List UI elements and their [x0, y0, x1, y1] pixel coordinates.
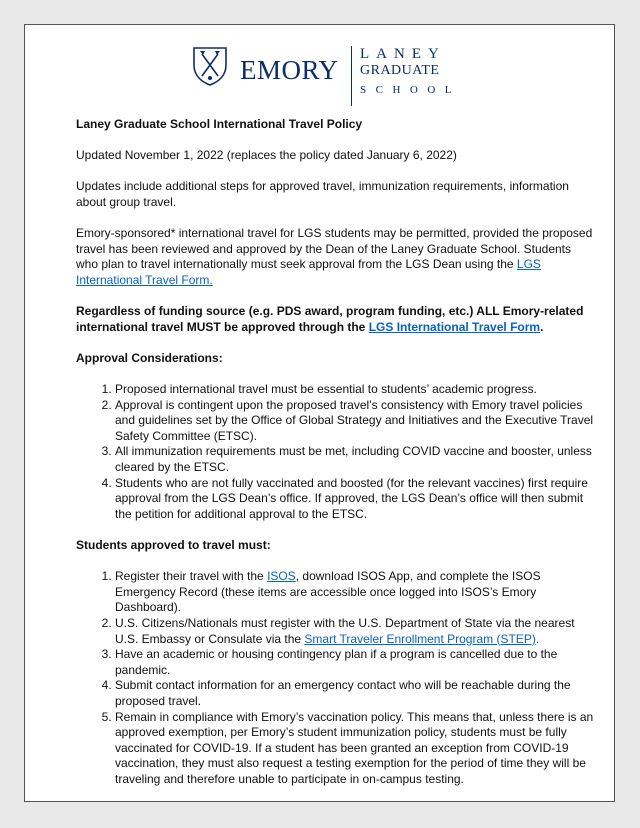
funding-paragraph	[76, 304, 596, 335]
lgs-travel-form-link[interactable]: LGS International Travel Form.	[76, 257, 541, 287]
intro-paragraph	[76, 226, 596, 288]
list-item-text: , download ISOS App, and complete the ISOS Emergency Record (these items are accessible once logged into ISOS’s Emory Dashboard).	[115, 569, 541, 615]
list-item: 3. Have an academic or housing contingency plan if a program is cancelled due to the pandemic.	[115, 647, 596, 678]
step-link[interactable]: Smart Traveler Enrollment Program (STEP)	[304, 631, 536, 646]
document-page	[24, 24, 615, 802]
list-item: 4. Submit contact information for an emergency contact who will be reachable during the proposed travel.	[115, 678, 596, 709]
list-item-text: U.S. Citizens/Nationals must register with the U.S. Department of State via the nearest U.S. Embassy or Consulate via the	[115, 616, 575, 646]
laney-text: LANEY	[360, 46, 446, 62]
list-item-text: .	[535, 631, 540, 646]
logo-divider	[351, 46, 352, 106]
intro-text: Emory-sponsored* international travel for LGS students may be permitted, provided the proposed travel has been reviewed and approved by the Dean of the Laney Graduate School. Students who plan to travel internationally must seek approval from the LGS Dean using the	[76, 226, 593, 272]
school-text: SCHOOL	[360, 84, 462, 96]
list-item	[115, 569, 596, 616]
laney-graduate-school-wordmark	[360, 45, 461, 99]
funding-text: Regardless of funding source (e.g. PDS award, program funding, etc.) ALL Emory-related international travel MUST be approved through the	[76, 304, 584, 334]
document-body	[76, 117, 596, 803]
list-item: 2. Approval is contingent upon the proposed travel’s consistency with Emory travel policies and guidelines set by the Office of Global Strategy and Initiatives and the Executive Travel Safety Committee (ETSC).	[115, 398, 596, 445]
approval-heading: Approval Considerations:	[76, 350, 223, 365]
page-title: Laney Graduate School International Travel Policy	[76, 117, 363, 131]
graduate-text: GRADUATE	[360, 63, 440, 78]
updates-paragraph: Updates include additional steps for approved travel, immunization requirements, information about group travel.	[76, 179, 569, 209]
list-item-text: Register their travel with the	[115, 569, 268, 584]
list-item: 1. Proposed international travel must be essential to students’ academic progress.	[115, 382, 596, 398]
students-heading: Students approved to travel must:	[76, 538, 271, 553]
list-item: 4. Students who are not fully vaccinated and boosted (for the relevant vaccines) first require approval from the LGS Dean’s office. If approved, the LGS Dean’s office will then submit the petition for additional approval to the ETSC.	[115, 476, 596, 523]
list-item: 3. All immunization requirements must be met, including COVID vaccine and booster, unless cleared by the ETSC.	[115, 444, 596, 475]
approval-list	[76, 382, 596, 522]
isos-link[interactable]: ISOS	[267, 569, 296, 584]
emory-shield-crest-icon	[191, 45, 229, 87]
lgs-travel-form-link-bold[interactable]: LGS International Travel Form	[368, 319, 541, 334]
students-list	[76, 569, 596, 787]
page-subtitle: Updated November 1, 2022 (replaces the policy dated January 6, 2022)	[76, 148, 457, 163]
emory-wordmark: EMORY	[240, 55, 339, 85]
list-item	[115, 616, 596, 647]
emory-laney-logo	[191, 41, 461, 123]
list-item: 5. Remain in compliance with Emory’s vaccination policy. This means that, unless there is an approved exemption, per Emory’s student immunization policy, students must be fully vaccinated for COVID-19. If a student has been granted an exception from COVID-19 vaccination, they must also request a testing exemption for the period of time they will be traveling and therefore unable to participate in on-campus testing.	[115, 710, 596, 788]
funding-end: .	[540, 319, 544, 334]
